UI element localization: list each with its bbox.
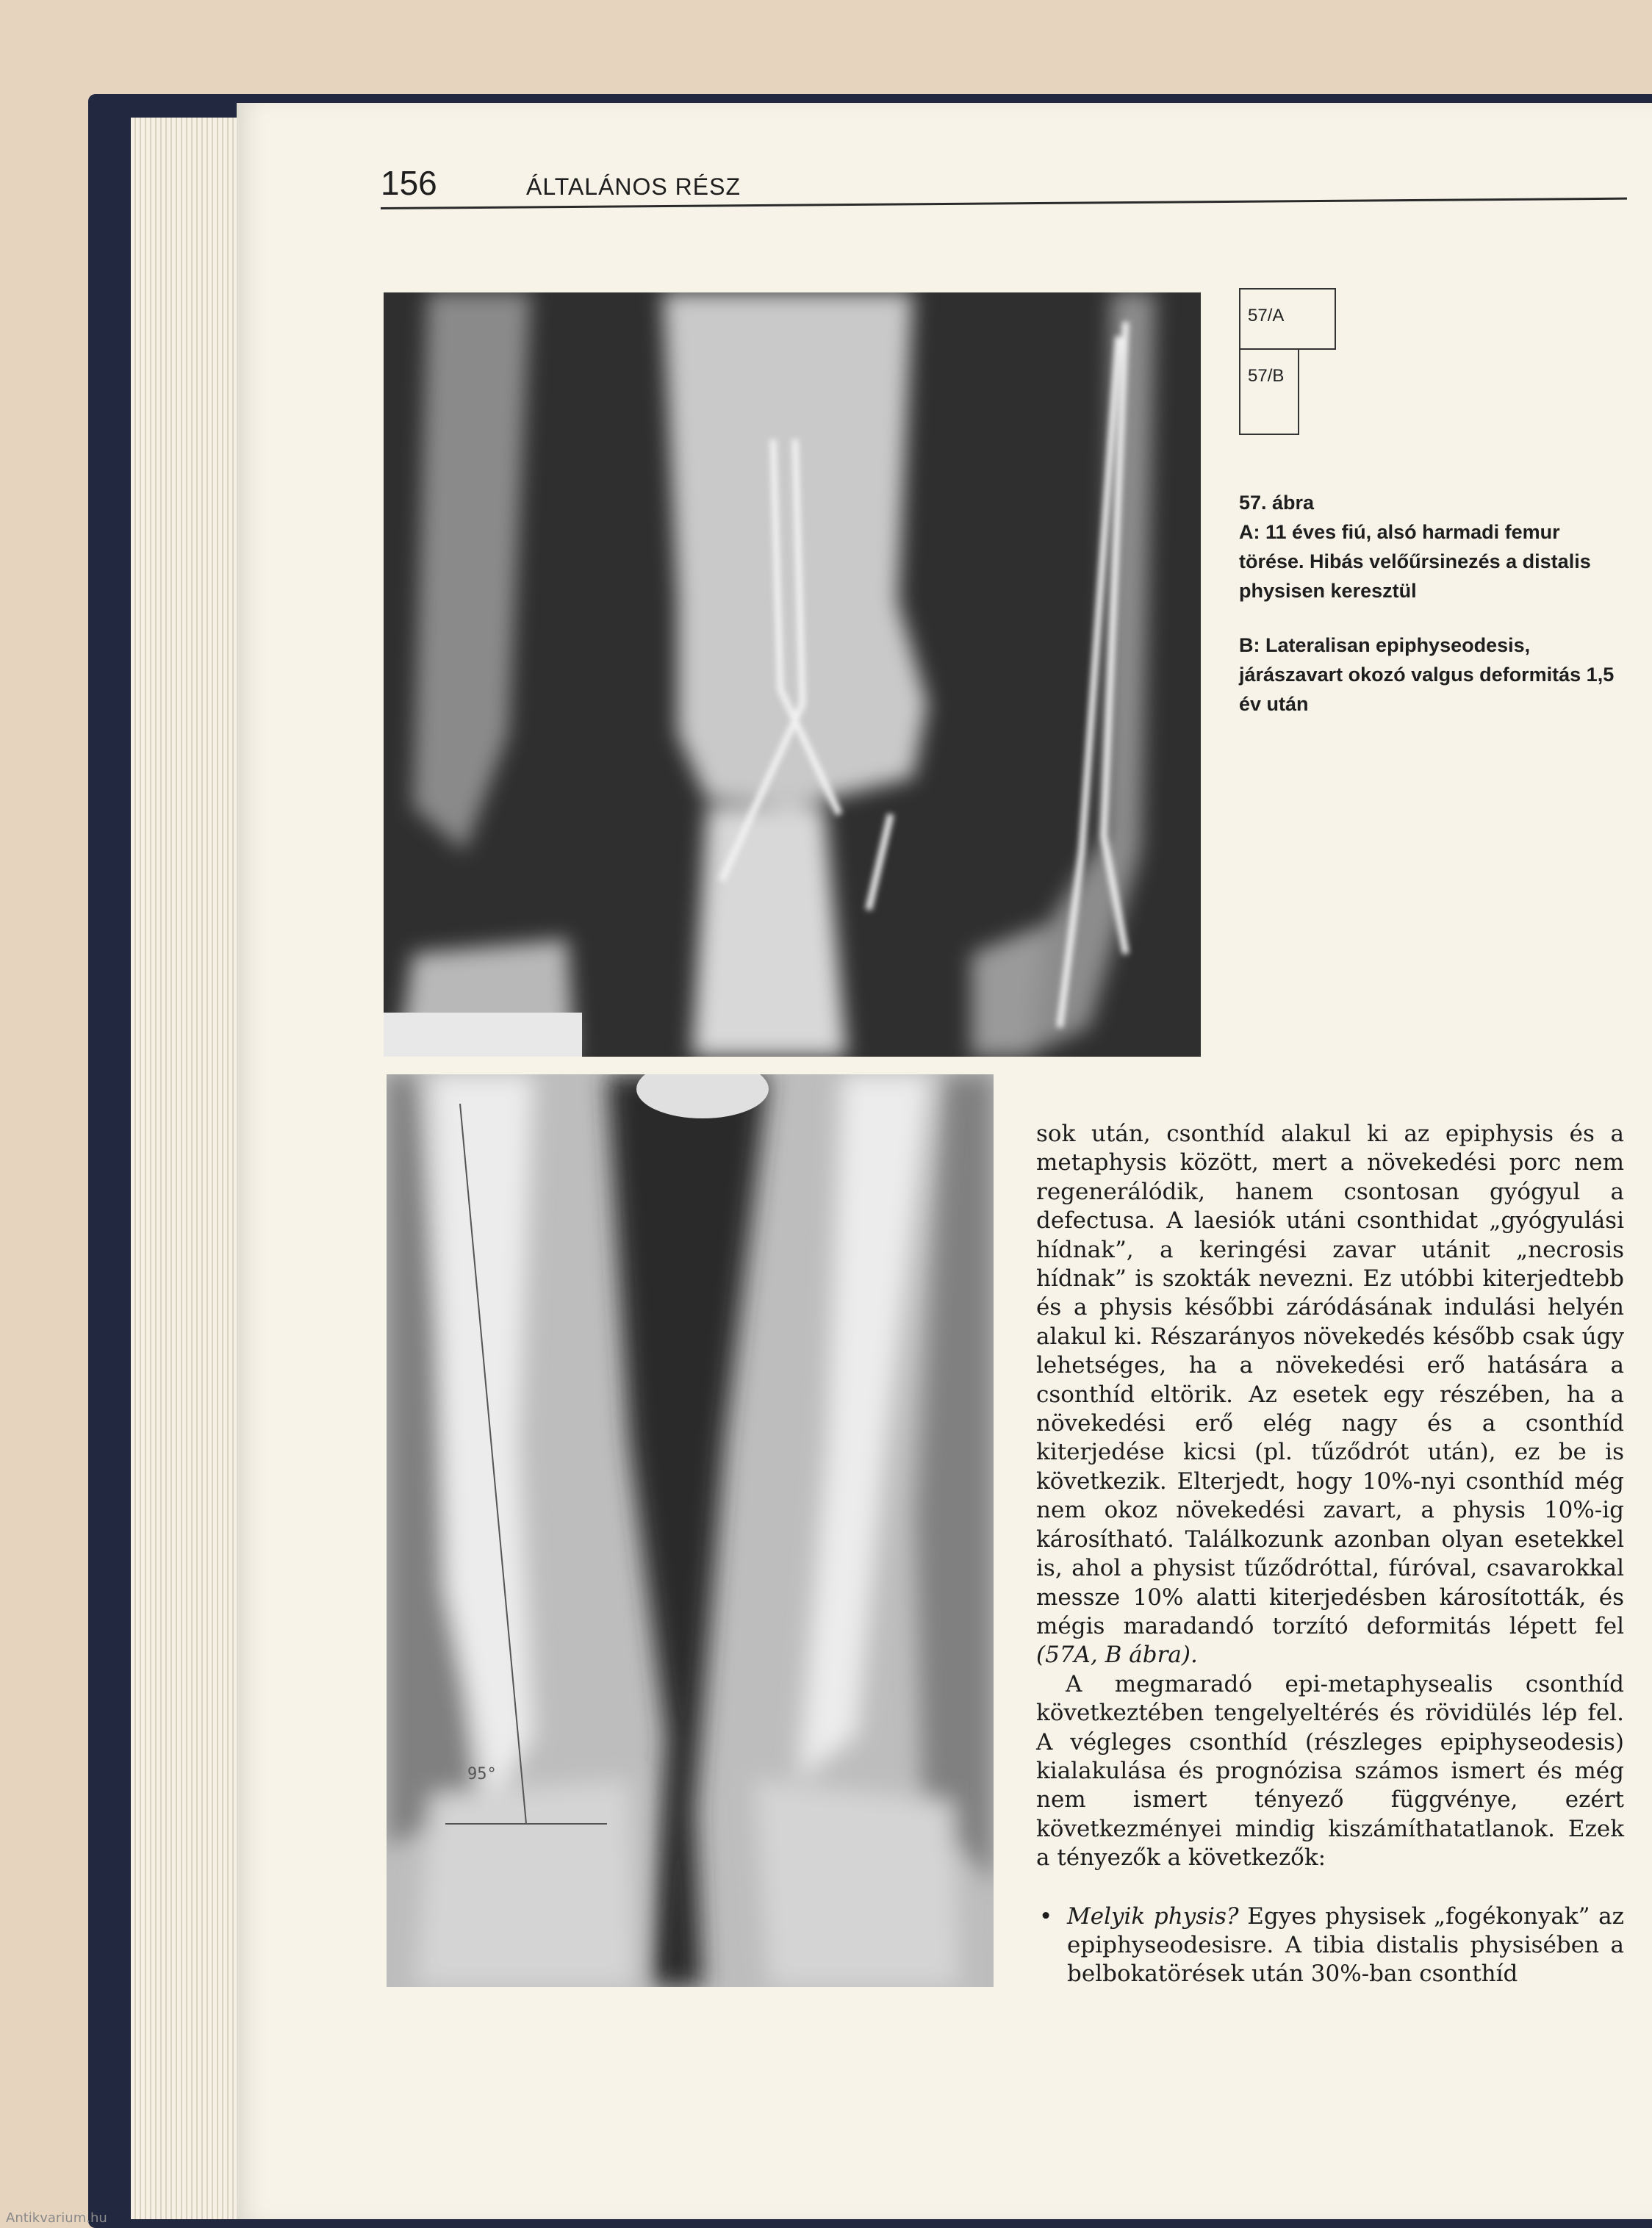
- caption-part-a: A: 11 éves fiú, alsó harmadi femur törése. Hibás velőűrsinezés a distalis physisen keresztül: [1239, 521, 1591, 602]
- paragraph-1: [1036, 1120, 1624, 1670]
- page-number: 156: [381, 164, 437, 202]
- paragraph-1-text: sok után, csonthíd alakul ki az epiphysis és a metaphysis között, mert a növekedési porc nem regenerálódik, hanem csontosan gyógyul a defectusa. A laesiók utáni csonthidat „gyógyulási hídnak”, a keringési zavar utánit „necrosis hídnak” is szokták nevezni. Ez utóbbi kiterjedtebb és a physis későbbi záródásának indulási helyén alakul ki. Részarányos növekedés később csak úgy lehetséges, ha a növekedési erő hatására a csonthíd eltörik. Az esetek egy részében, ha a növekedési erő elég nagy és a csonthíd kiterjedése kicsi (pl. tűződrót után), ez be is következik. Elterjedt, hogy 10%-nyi csonthíd még nem okoz növekedési zavart, a physis 10%-ig károsítható. Találkozunk azonban olyan esetekkel is, ahol a physist tűződróttal, fúróval, csavarokkal messze 10% alatti kiterjedésben károsították, és mégis maradandó torzító deformitás lépett fel: [1036, 1121, 1624, 1639]
- paragraph-2: A megmaradó epi-metaphysealis csonthíd következtében tengelyeltérés és rövidülés lép fel. A végleges csonthíd (részleges epiphyseodesis) kialakulása és prognózisa számos ismert és még nem ismert tényező függvénye, ezért következményei mindig kiszámíthatatlanok. Ezek a tényezők a következők:: [1036, 1670, 1624, 1872]
- figure-key-a: [1239, 288, 1336, 350]
- list-item-lead: Melyik physis?: [1067, 1902, 1239, 1930]
- xray-57b-image: [387, 1074, 994, 1987]
- xray-57a-image: [384, 292, 1201, 1057]
- caption-title: 57. ábra: [1239, 492, 1315, 514]
- figure-key-b-label: 57/B: [1248, 366, 1285, 386]
- page-edges: [131, 118, 248, 2219]
- figure-reference: (57A, B ábra).: [1036, 1642, 1198, 1669]
- running-header: ÁLTALÁNOS RÉSZ: [526, 173, 741, 200]
- factor-list: [1036, 1902, 1624, 1989]
- figure-key-b: [1239, 348, 1299, 435]
- caption-part-b: B: Lateralisan epiphyseodesis, járászavart okozó valgus deformitás 1,5 év után: [1239, 634, 1615, 715]
- xray-figure-57b: [387, 1074, 994, 1987]
- figure-key-a-label: 57/A: [1248, 306, 1285, 326]
- list-item-text: Egyes physisek „fogékonyak” az epiphyseodesisre. A tibia distalis physisében a belbokatörések után 30%-ban csonthíd: [1067, 1902, 1624, 1988]
- xray-figure-57a: [384, 292, 1201, 1057]
- figure-caption: [1239, 488, 1628, 744]
- xray-angle-annotation: 95°: [467, 1765, 497, 1783]
- body-text: [1036, 1120, 1624, 1989]
- list-item: [1036, 1902, 1624, 1989]
- watermark: Antikvarium.hu: [6, 2210, 107, 2226]
